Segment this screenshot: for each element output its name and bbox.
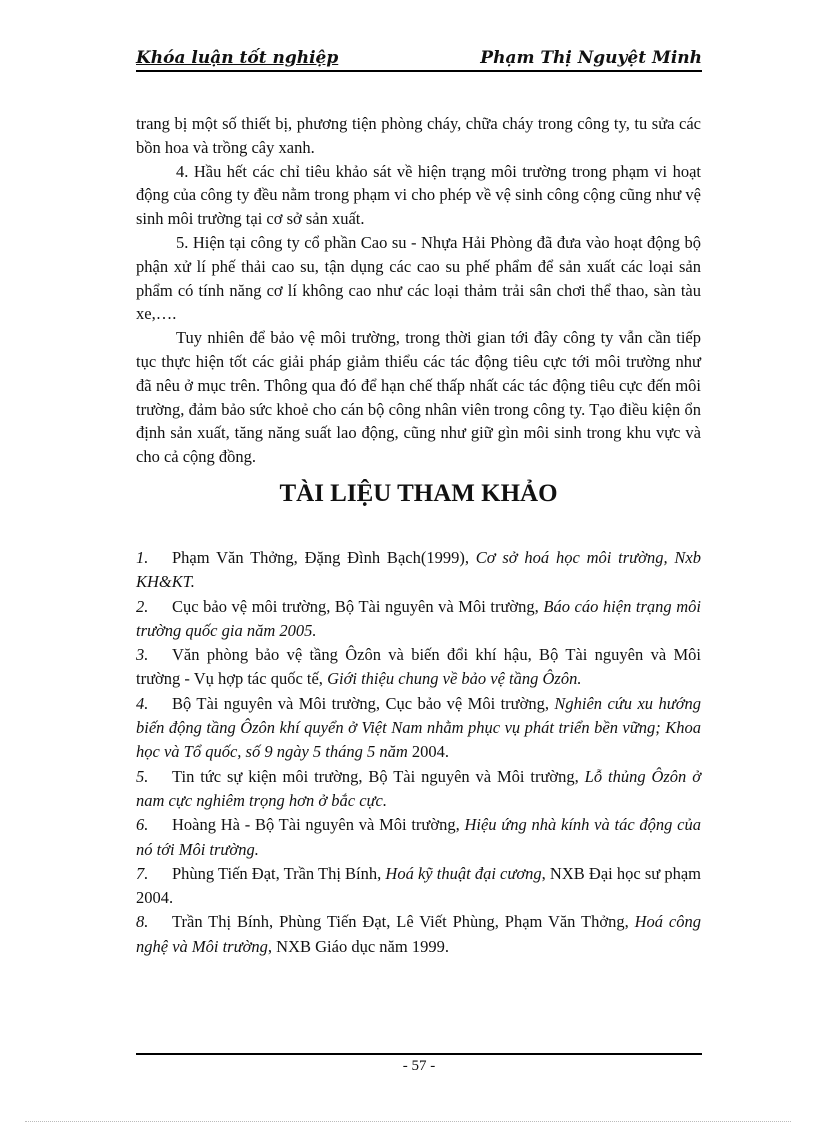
reference-title: Hoá công nghệ và Môi trường <box>136 912 701 956</box>
reference-number: 3. <box>136 645 149 665</box>
header-author-name: Phạm Thị Nguyệt Minh <box>480 48 702 68</box>
reference-title: Báo cáo hiện trạng môi trường quốc gia năm 2005. <box>136 596 701 640</box>
references-list <box>136 546 701 959</box>
reference-number: 2. <box>136 596 149 616</box>
footer-divider <box>136 1053 702 1055</box>
reference-item <box>136 546 701 595</box>
reference-number: 7. <box>136 863 149 883</box>
reference-number: 1. <box>136 548 149 567</box>
reference-text: Cục bảo vệ môi trường, Bộ Tài nguyên và Môi trường, <box>172 596 544 616</box>
page-bottom-border <box>25 1121 791 1122</box>
reference-text: Tin tức sự kiện môi trường, Bộ Tài nguyên và Môi trường, <box>172 766 585 786</box>
reference-tail: , NXB Giáo dục năm 1999. <box>267 936 449 956</box>
reference-item <box>136 910 701 959</box>
reference-item <box>136 813 701 862</box>
reference-item <box>136 643 701 692</box>
reference-title: Cơ sở hoá học môi trường, Nxb KH&KT. <box>136 548 701 592</box>
reference-text: Phùng Tiến Đạt, Trần Thị Bính, <box>172 863 386 883</box>
reference-title: Giới thiệu chung về bảo vệ tầng Ôzôn. <box>327 669 582 689</box>
reference-tail: , NXB Đại học sư phạm 2004. <box>136 863 701 908</box>
body-text <box>136 112 701 469</box>
page-header <box>136 46 702 72</box>
paragraph-4: Tuy nhiên để bảo vệ môi trường, trong thời gian tới đây công ty vẫn cần tiếp tục thực hiện tốt các giải pháp giảm thiểu các tác động tiêu cực tới môi trường như đã nêu ở mục trên. Thông qua đó để hạn chế thấp nhất các tác động tiêu cực đến môi trường, đảm bảo sức khoẻ cho cán bộ công nhân viên trong công ty. Tạo điều kiện ổn định sản xuất, tăng năng suất lao động, cũng như giữ gìn môi sinh trong khu vực và cho cả cộng đồng. <box>136 328 701 467</box>
references-title: TÀI LIỆU THAM KHẢO <box>279 480 558 507</box>
reference-tail: 2004. <box>411 742 450 762</box>
reference-title: Nghiên cứu xu hướng biến động tầng Ôzôn khí quyển ở Việt Nam nhằm phục vụ phát triển bền vững; Khoa học và Tổ quốc, số 9 ngày 5 tháng 5 năm <box>136 693 701 762</box>
reference-title: Lỗ thủng Ôzôn ở nam cực nghiêm trọng hơn ở bắc cực. <box>136 766 702 810</box>
paragraph-2: 4. Hầu hết các chỉ tiêu khảo sát về hiện trạng môi trường trong phạm vi hoạt động của công ty đều nằm trong phạm vi cho phép về vệ sinh công cộng cũng như vệ sinh môi trường tại cơ sở sản xuất. <box>136 161 701 229</box>
reference-title: Hoá kỹ thuật đại cương <box>385 863 542 883</box>
reference-number: 4. <box>136 693 149 713</box>
reference-item <box>136 862 701 911</box>
paragraph-3: 5. Hiện tại công ty cổ phần Cao su - Nhựa Hải Phòng đã đưa vào hoạt động bộ phận xử lí phế thải cao su, tận dụng các cao su phế phẩm để sản xuất các loại sản phẩm có tính năng cơ lí không cao như các loại thảm trải sân chơi thể thao, sàn tàu xe,…. <box>136 232 701 324</box>
reference-text: Trần Thị Bính, Phùng Tiến Đạt, Lê Viết Phùng, Phạm Văn Thởng, <box>172 912 635 932</box>
page-number: - 57 - <box>402 1058 436 1074</box>
reference-title: Hiệu ứng nhà kính và tác động của nó tới Môi trường. <box>136 815 701 859</box>
reference-text: Bộ Tài nguyên và Môi trường, Cục bảo vệ Môi trường, <box>172 693 555 713</box>
paragraph-1: trang bị một số thiết bị, phương tiện phòng cháy, chữa cháy trong công ty, tu sửa các bồn hoa và trồng cây xanh. <box>136 114 701 157</box>
reference-text: Hoàng Hà - Bộ Tài nguyên và Môi trường, <box>172 815 465 835</box>
reference-item <box>136 692 701 765</box>
reference-text: Văn phòng bảo vệ tầng Ôzôn và biến đổi khí hậu, Bộ Tài nguyên và Môi trường - Vụ hợp tác quốc tế, <box>136 645 701 689</box>
header-thesis-title: Khóa luận tốt nghiệp <box>136 48 339 68</box>
reference-number: 8. <box>136 912 149 932</box>
reference-text: Phạm Văn Thởng, Đặng Đình Bạch(1999), <box>172 548 476 567</box>
reference-item <box>136 595 701 644</box>
reference-number: 6. <box>136 815 149 835</box>
reference-number: 5. <box>136 766 149 786</box>
reference-item <box>136 765 701 814</box>
